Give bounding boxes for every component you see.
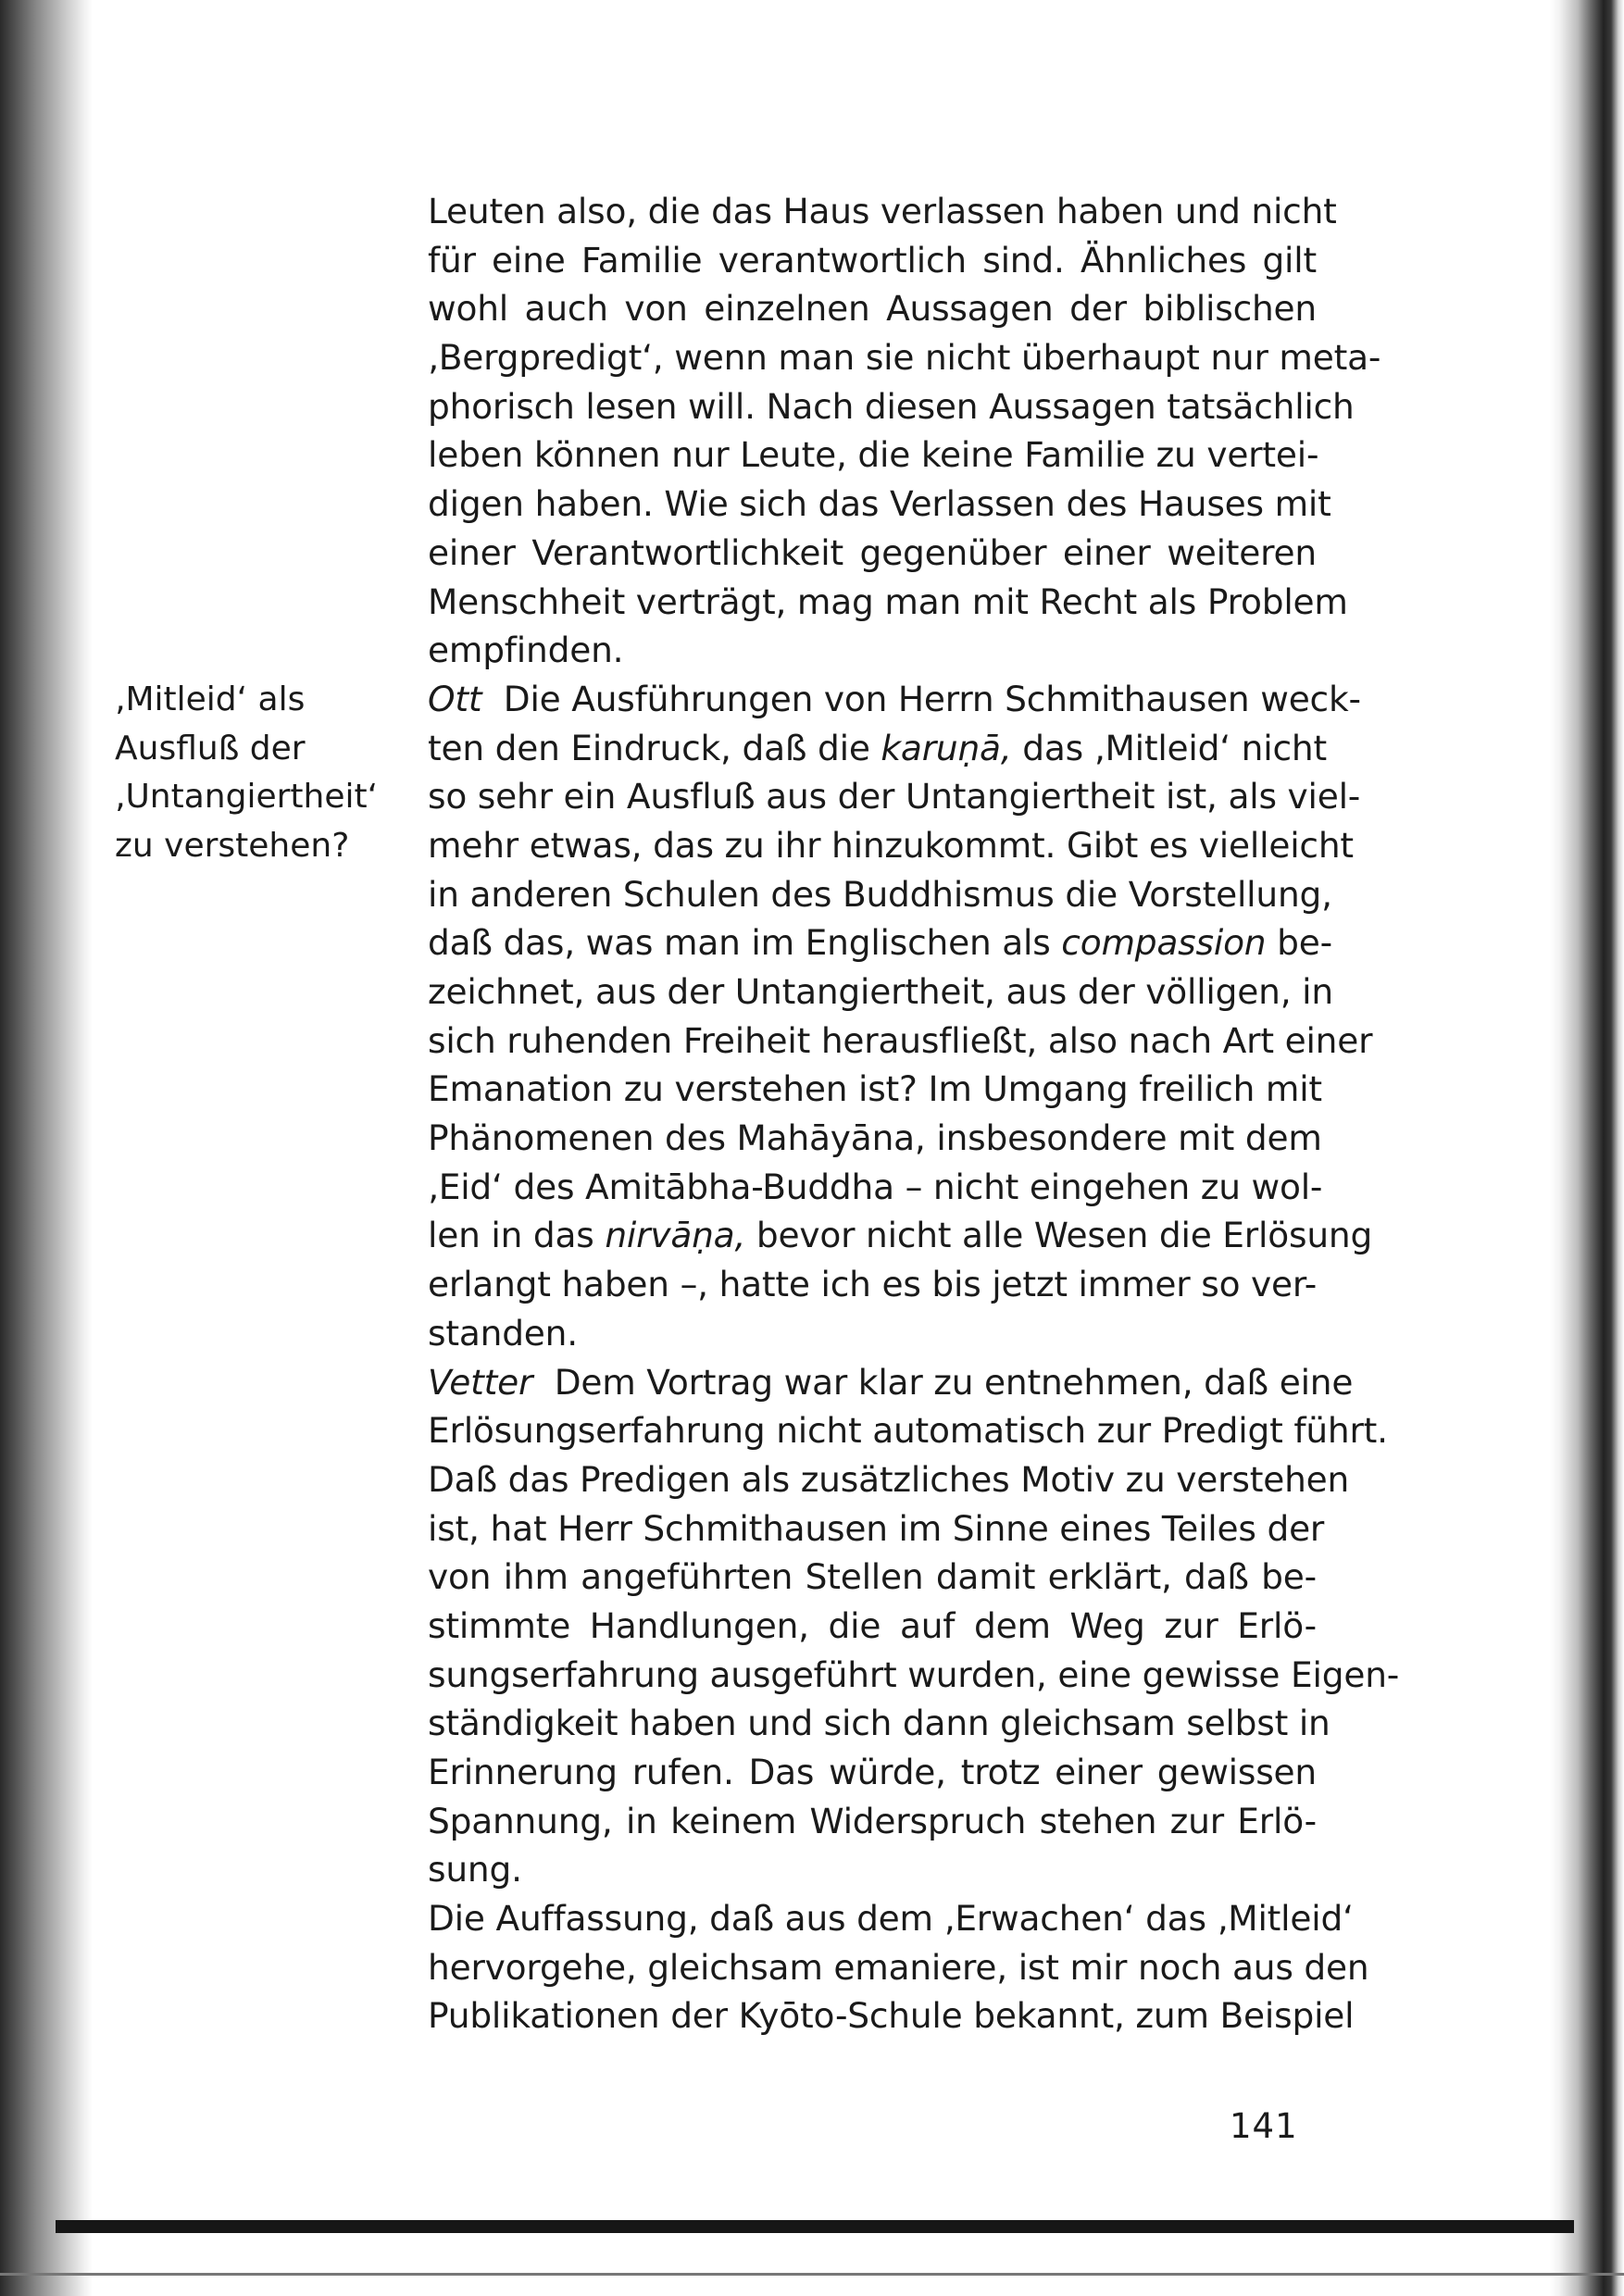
text-line: einer Verantwortlichkeit gegenüber einer weiteren [428,531,1317,573]
text-line: Erinnerung rufen. Das würde, trotz einer gewissen [428,1752,1317,1792]
text-line: Phänomenen des Mahāyāna, insbesondere mit dem [428,1117,1322,1159]
text-line-speaker [428,1358,1354,1407]
text-line: stimmte Handlungen, die auf dem Weg zur Erlö- [428,1604,1317,1646]
text-line: ‚Eid‘ des Amitābha-Buddha – nicht eingehen zu wol- [428,1166,1323,1207]
text-line: hervorgehe, gleichsam emaniere, ist mir noch aus den [428,1946,1369,1988]
speaker-name: Vetter [428,1361,533,1403]
italic-term: compassion [1061,922,1267,964]
scan-shadow-bottom [56,2220,1574,2233]
italic-term: nirvāṇa, [605,1215,746,1256]
text-line: von ihm angeführten Stellen damit erklärt, daß be- [428,1556,1317,1598]
text-line: mehr etwas, das zu ihr hinzukommt. Gibt es vielleicht [428,824,1354,866]
text-fragment: be- [1266,922,1332,964]
margin-note-line: ‚Mitleid‘ als [115,680,306,718]
text-line: digen haben. Wie sich das Verlassen des Hauses mit [428,483,1331,525]
text-fragment: bevor nicht alle Wesen die Erlösung [745,1215,1373,1256]
italic-term: karuṇā, [881,727,1012,768]
text-line: Erlösungserfahrung nicht automatisch zur Predigt führt. [428,1410,1388,1452]
text-line: sung. [428,1849,522,1890]
text-line: ‚Bergpredigt‘, wenn man sie nicht überhaupt nur meta- [428,337,1381,379]
text-line: erlangt haben –, hatte ich es bis jetzt immer so ver- [428,1264,1318,1305]
text-line: ist, hat Herr Schmithausen im Sinne eines Teiles der [428,1507,1325,1549]
speaker-name: Ott [428,678,482,719]
text-line: Menschheit verträgt, mag man mit Recht als Problem [428,580,1348,622]
text-line: sich ruhenden Freiheit herausfließt, also nach Art einer [428,1019,1373,1061]
margin-note-line: zu verstehen? [115,827,350,866]
text-line: standen. [428,1312,578,1354]
text-line: Publikationen der Kyōto-Schule bekannt, zum Beispiel [428,1995,1355,2037]
text-fragment: ten den Eindruck, daß die [428,727,881,768]
text-line [428,724,1327,773]
page-number: 141 [1230,2106,1298,2146]
text-line: Emanation zu verstehen ist? Im Umgang freilich mit [428,1068,1322,1110]
text-line: Die Auffassung, daß aus dem ‚Erwachen‘ das ‚Mitleid‘ [428,1898,1354,1940]
text-line: Leuten also, die das Haus verlassen haben und nicht [428,191,1337,231]
text-line: sungserfahrung ausgeführt wurden, eine gewisse Eigen- [428,1653,1400,1695]
text-fragment: daß das, was man im Englischen als [428,922,1062,964]
margin-note [115,676,393,871]
text-line: zeichnet, aus der Untangiertheit, aus der völligen, in [428,971,1333,1012]
text-line: leben können nur Leute, die keine Familie zu vertei- [428,434,1319,476]
text-fragment: len in das [428,1215,606,1256]
scan-edge-line [0,2273,1624,2276]
text-line: in anderen Schulen des Buddhismus die Vorstellung, [428,873,1332,915]
body-text [428,187,1400,2040]
text-line: ständigkeit haben und sich dann gleichsam selbst in [428,1703,1330,1744]
text-line [428,1211,1373,1260]
margin-note-line: ‚Untangiertheit‘ [115,778,379,817]
text-line: Daß das Predigen als zusätzliches Motiv zu verstehen [428,1458,1350,1500]
text-fragment: Die Ausführungen von Herrn Schmithausen weck- [503,678,1361,719]
text-line: so sehr ein Ausfluß aus der Untangiertheit ist, als viel- [428,776,1361,817]
text-line: für eine Familie verantwortlich sind. Ähnliches gilt [428,239,1317,281]
scan-shadow-right [1550,0,1624,2296]
text-line: phorisch lesen will. Nach diesen Aussagen tatsächlich [428,385,1355,427]
margin-note-line: Ausfluß der [115,729,306,767]
text-line: wohl auch von einzelnen Aussagen der biblischen [428,288,1317,330]
text-line: Spannung, in keinem Widerspruch stehen zur Erlö- [428,1800,1317,1841]
text-line: empfinden. [428,630,624,671]
text-line-speaker [428,675,1361,724]
text-line [428,918,1332,967]
text-fragment: Dem Vortrag war klar zu entnehmen, daß eine [554,1361,1354,1403]
text-fragment: das ‚Mitleid‘ nicht [1011,727,1327,768]
scan-shadow-left [0,0,93,2296]
